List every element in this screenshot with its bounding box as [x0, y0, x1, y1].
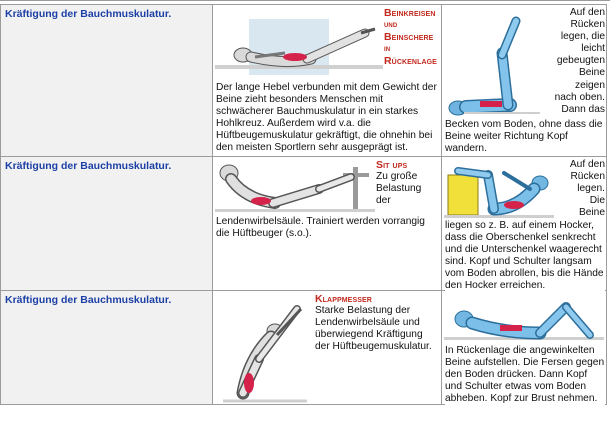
exercise-description: Lendenwirbelsäule. Trainiert werden vorrangig die Hüftbeuger (s.o.). [216, 216, 440, 240]
alternative-line: Beine [578, 67, 605, 79]
alternative-line: Die [589, 195, 605, 207]
wrong-exercise-cell [213, 291, 442, 405]
exercise-description: Der lange Hebel verbunden mit dem Gewicht der Beine zieht besonders Menschen mit schwächerer Bauchmuskulatur in ein starkes Hohlkreuz. Außerdem wird v.a. die Hüftbeugemuskulatur gekräftigt, die ohnehin bei den meisten Sportlern sehr ausgeprägt ist. [216, 82, 440, 155]
section-cell [1, 5, 213, 157]
description-line: Belastung [376, 183, 422, 195]
section-title: Kräftigung der Bauchmuskulatur. [5, 8, 172, 20]
wrong-exercise-cell [213, 5, 442, 157]
exercise-table [0, 4, 607, 405]
exercise-title-block [315, 293, 440, 353]
description-line: Zu große [376, 171, 418, 182]
alternative-line: legen, die [560, 31, 605, 43]
alternative-description: liegen so z. B. auf einem Hocker, dass die Oberschenkel senkrecht und die Unterschenkel waagerecht sind. Kopf und Schulter langsam vom Boden abrollen, bis die Hände den Hocker erreichen. [445, 220, 604, 292]
alternative-exercise-cell [442, 157, 607, 291]
alternative-line: zeigen [574, 79, 605, 91]
alternative-line: legen. [577, 183, 605, 195]
description-line: der [376, 195, 391, 207]
crunch-figure-illustration [444, 293, 604, 343]
alternative-line: leicht [581, 43, 605, 55]
alternative-exercise-cell [442, 5, 607, 157]
table-row [1, 157, 607, 291]
alternative-line: Rücken [570, 19, 605, 31]
exercise-title-block [384, 7, 440, 85]
alternative-line: Auf den [569, 7, 605, 18]
alternative-line: Rücken [570, 171, 605, 183]
crunch-on-stool-figure-illustration [444, 159, 554, 219]
sit-up-figure-illustration [215, 159, 375, 215]
exercise-title-line: Klappmesser [315, 293, 372, 305]
alternative-side-text [553, 7, 605, 116]
pelvis-lift-figure-illustration [444, 13, 552, 121]
section-title: Kräftigung der Bauchmuskulatur. [5, 294, 172, 306]
exercise-title-line: und [384, 20, 398, 29]
exercise-title-line: in [384, 44, 391, 53]
wrong-exercise-cell [213, 157, 442, 291]
section-cell [1, 291, 213, 405]
exercise-title-line: Beinschere [384, 31, 434, 43]
leg-raise-figure-illustration [215, 7, 383, 81]
exercise-title-line: Rückenlage [384, 55, 437, 67]
exercise-title-block [376, 159, 440, 207]
alternative-line: Beine [578, 207, 605, 219]
alternative-description: Becken vom Boden, ohne dass die Beine weiter Richtung Kopf wandern. [445, 119, 605, 155]
jackknife-figure-illustration [215, 299, 311, 403]
section-title: Kräftigung der Bauchmuskulatur. [5, 160, 172, 172]
alternative-description: In Rückenlage die angewinkelten Beine aufstellen. Die Fersen gegen den Boden drücken. Dann Kopf und Schulter etwas vom Boden abheben. Kopf zur Brust nehmen. [445, 345, 605, 405]
alternative-exercise-cell [442, 291, 607, 405]
alternative-side-text [555, 159, 605, 219]
alternative-line: Dann das [561, 103, 605, 115]
exercise-description: Starke Belastung der Lendenwirbelsäule und überwiegend Kräftigung der Hüftbeugemuskulatur. [315, 305, 432, 353]
table-row [1, 5, 607, 157]
section-cell [1, 157, 213, 291]
alternative-line: nach oben. [554, 91, 605, 103]
alternative-line: gebeugten [556, 55, 605, 67]
exercise-title-line: Sit ups [376, 159, 408, 171]
alternative-line: Auf den [569, 159, 605, 170]
table-row [1, 291, 607, 405]
exercise-title-line: Beinkreisen [384, 7, 436, 19]
